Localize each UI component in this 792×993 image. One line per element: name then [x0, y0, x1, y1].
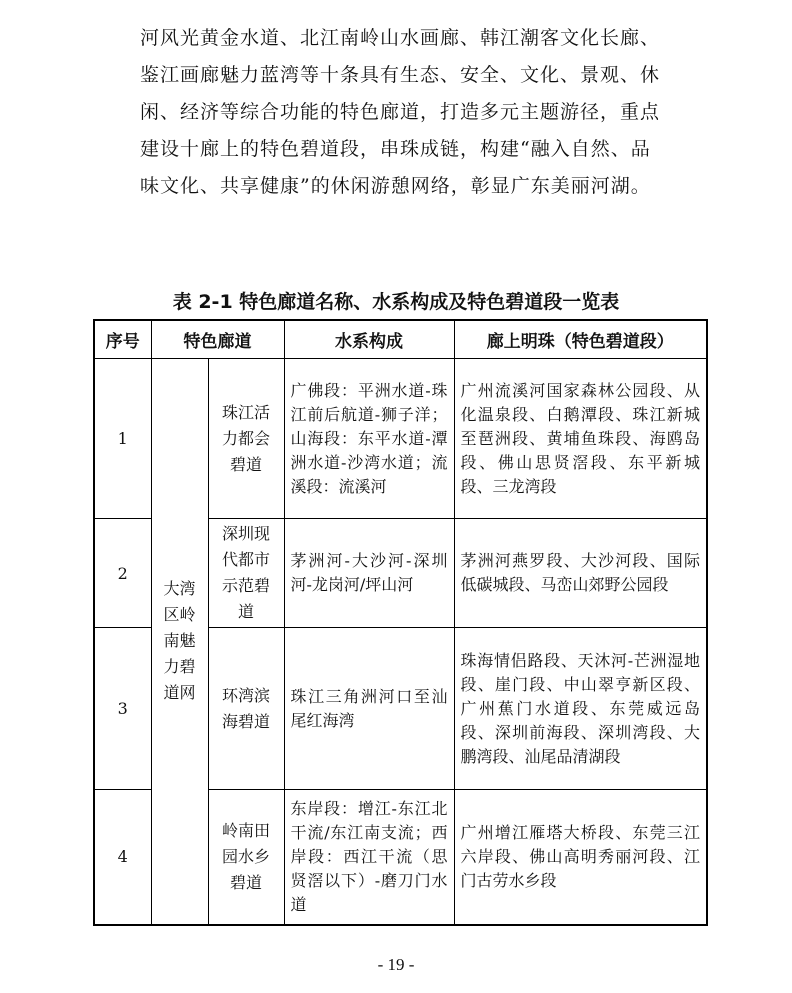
water-system: 广佛段：平洲水道-珠江前后航道-狮子洋；山海段：东平水道-潭洲水道-沙湾水道；流溪段：流溪河 [284, 359, 454, 519]
table-header-row [94, 320, 707, 359]
corridor-name-text: 岭南田园水乡碧道 [222, 820, 271, 892]
page-number: - 19 - [377, 955, 415, 974]
featured-sections: 茅洲河燕罗段、大沙河段、国际低碳城段、马峦山郊野公园段 [454, 519, 707, 628]
corridor-name [208, 519, 284, 628]
corridor-group-label [151, 359, 208, 925]
corridor-name-text: 环湾滨海碧道 [222, 685, 271, 731]
water-system: 东岸段：增江-东江北干流/东江南支流；西岸段：西江干流（思贤滘以下）-磨刀门水道 [284, 790, 454, 925]
row-number: 1 [94, 359, 151, 519]
corridor-name [208, 628, 284, 790]
featured-sections: 珠海情侣路段、天沐河-芒洲湿地段、崖门段、中山翠亨新区段、广州蕉门水道段、东莞威远岛段、深圳前海段、深圳湾段、大鹏湾段、汕尾品清湖段 [454, 628, 707, 790]
corridor-name [208, 359, 284, 519]
featured-sections: 广州增江雁塔大桥段、东莞三江六岸段、佛山高明秀丽河段、江门古劳水乡段 [454, 790, 707, 925]
table-caption: 表 2-1 特色廊道名称、水系构成及特色碧道段一览表 [172, 291, 620, 313]
row-number: 2 [94, 519, 151, 628]
row-number: 4 [94, 790, 151, 925]
header-no: 序号 [94, 320, 151, 359]
corridor-group-text: 大湾区岭南魅力碧道网 [163, 579, 196, 703]
corridor-name-text: 珠江活力都会碧道 [222, 402, 271, 474]
header-pearls: 廊上明珠（特色碧道段） [454, 320, 707, 359]
water-system: 珠江三角洲河口至汕尾红海湾 [284, 628, 454, 790]
row-number: 3 [94, 628, 151, 790]
corridor-name-text: 深圳现代都市示范碧道 [222, 524, 271, 621]
body-paragraph: 河风光黄金水道、北江南岭山水画廊、韩江潮客文化长廊、鉴江画廊魅力蓝湾等十条具有生态、安全、文化、景观、休闲、经济等综合功能的特色廊道，打造多元主题游径，重点建设十廊上的特色碧道段，串珠成链，构建“融入自然、品味文化、共享健康”的休闲游憩网络，彰显广东美丽河湖。 [140, 27, 661, 197]
corridor-name [208, 790, 284, 925]
corridor-table [93, 319, 708, 926]
header-corridor: 特色廊道 [151, 320, 284, 359]
header-water: 水系构成 [284, 320, 454, 359]
water-system: 茅洲河-大沙河-深圳河-龙岗河/坪山河 [284, 519, 454, 628]
featured-sections: 广州流溪河国家森林公园段、从化温泉段、白鹅潭段、珠江新城至琶洲段、黄埔鱼珠段、海鸥岛段、佛山思贤滘段、东平新城段、三龙湾段 [454, 359, 707, 519]
table-row [94, 359, 707, 519]
